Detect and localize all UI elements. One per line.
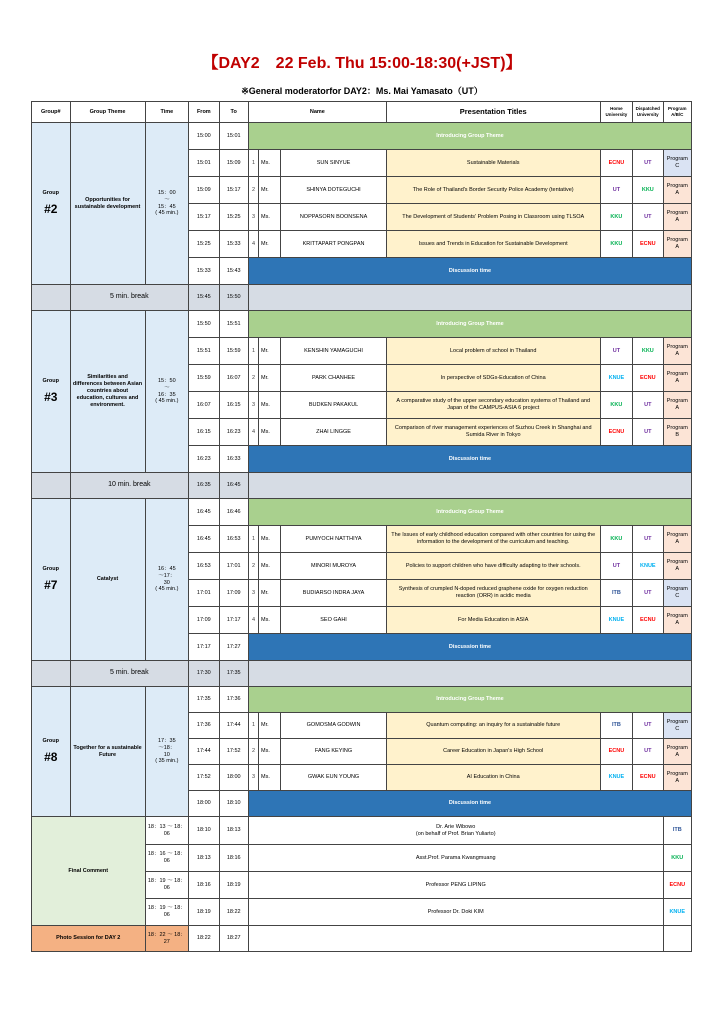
break-bar [248, 473, 691, 499]
from-time: 17:35 [189, 687, 219, 713]
final-comment-label: Final Comment [32, 817, 146, 926]
discussion-bar: Discussion time [248, 791, 691, 817]
group-time-span [145, 311, 189, 473]
from-time: 18:19 [189, 899, 219, 926]
presenter-name: KENSHIN YAMAGUCHI [281, 338, 386, 365]
intro-row [32, 311, 692, 338]
commenter-name: Asst.Prof. Parama Kwangmuang [415, 854, 496, 861]
presenter-honorific: Ms. [259, 739, 281, 765]
header-from: From [189, 102, 219, 123]
from-time: 18:00 [189, 791, 219, 817]
photo-session-blank-uni [663, 926, 691, 952]
final-time-span: 18：13 ～ 18：06 [145, 817, 189, 845]
final-time-span: 18：16 ～ 18：06 [145, 845, 189, 872]
dispatched-university: ECNU [633, 365, 663, 392]
home-university: KNUE [600, 765, 632, 791]
break-label: 5 min. break [70, 661, 189, 687]
break-group-cell [32, 473, 71, 499]
from-time: 15:59 [189, 365, 219, 392]
from-time: 17:30 [189, 661, 219, 687]
to-time: 15:43 [219, 258, 248, 285]
presenter-number: 3 [248, 204, 258, 231]
final-commenter [248, 845, 663, 872]
presenter-name: KRITTAPART PONGPAN [281, 231, 386, 258]
presenter-name: ZHAI LINGGE [281, 419, 386, 446]
group-time-span [145, 499, 189, 661]
presenter-name: NOPPASORN BOONSENA [281, 204, 386, 231]
to-time: 17:09 [219, 580, 248, 607]
group-number: #2 [44, 202, 58, 217]
dispatched-university: UT [633, 713, 663, 739]
group-number: #8 [44, 750, 58, 765]
program-badge: Program A [663, 177, 691, 204]
dispatched-university: UT [633, 419, 663, 446]
group-label: Group [42, 565, 59, 572]
to-time: 16:33 [219, 446, 248, 473]
group-theme: Catalyst [70, 499, 145, 661]
dispatched-university: UT [633, 150, 663, 177]
to-time: 18:19 [219, 872, 248, 899]
header-home: Home University [600, 102, 632, 123]
presenter-name: SEO GAHI [281, 607, 386, 634]
presenter-honorific: Ms. [259, 392, 281, 419]
break-bar [248, 661, 691, 687]
dispatched-university: UT [633, 526, 663, 553]
home-university: KKU [600, 204, 632, 231]
commenter-university: KNUE [663, 899, 691, 926]
header-dispatched: Dispatched University [633, 102, 663, 123]
dispatched-university: UT [633, 392, 663, 419]
from-time: 15:01 [189, 150, 219, 177]
break-group-cell [32, 285, 71, 311]
presenter-number: 3 [248, 765, 258, 791]
intro-bar: Introducing Group Theme [248, 687, 691, 713]
presenter-honorific: Ms. [259, 765, 281, 791]
presenter-name: BUDIARSO INDRA JAYA [281, 580, 386, 607]
from-time: 16:45 [189, 526, 219, 553]
intro-row [32, 687, 692, 713]
program-badge: Program A [663, 607, 691, 634]
photo-session-blank [248, 926, 663, 952]
to-time: 15:33 [219, 231, 248, 258]
program-badge: Program C [663, 580, 691, 607]
presenter-name: SHINYA DOTEGUCHI [281, 177, 386, 204]
page-title: 【DAY2 22 Feb. Thu 15:00-18:30(+JST)】 [202, 55, 522, 72]
presentation-title: Synthesis of crumpled N-doped reduced graphene oxide for oxygen reduction reaction (ORR) in acidic media [386, 580, 600, 607]
home-university: KKU [600, 231, 632, 258]
to-time: 17:35 [219, 661, 248, 687]
from-time: 16:35 [189, 473, 219, 499]
presentation-title: Sustainable Materials [386, 150, 600, 177]
photo-session-label: Photo Session for DAY 2 [32, 926, 146, 952]
to-time: 18:27 [219, 926, 248, 952]
to-time: 18:22 [219, 899, 248, 926]
break-row [32, 661, 692, 687]
group-time-span [145, 687, 189, 817]
time-span-line: ( 35 min.) [155, 758, 179, 765]
header-row [32, 102, 692, 123]
home-university: KKU [600, 392, 632, 419]
to-time: 15:01 [219, 123, 248, 150]
program-badge: Program A [663, 553, 691, 580]
to-time: 17:52 [219, 739, 248, 765]
presenter-number: 3 [248, 392, 258, 419]
presenter-honorific: Mr. [259, 177, 281, 204]
home-university: KNUE [600, 607, 632, 634]
presenter-number: 2 [248, 739, 258, 765]
to-time: 15:50 [219, 285, 248, 311]
presentation-title: AI Education in China [386, 765, 600, 791]
presenter-number: 2 [248, 177, 258, 204]
presenter-number: 3 [248, 580, 258, 607]
dispatched-university: ECNU [633, 765, 663, 791]
intro-bar: Introducing Group Theme [248, 123, 691, 150]
home-university: KNUE [600, 365, 632, 392]
from-time: 15:25 [189, 231, 219, 258]
presentation-title: In perspective of SDGs-Education of China [386, 365, 600, 392]
presenter-honorific: Ms. [259, 150, 281, 177]
home-university: ECNU [600, 739, 632, 765]
from-time: 17:36 [189, 713, 219, 739]
presenter-honorific: Mr. [259, 231, 281, 258]
from-time: 16:23 [189, 446, 219, 473]
commenter-university: ECNU [663, 872, 691, 899]
program-badge: Program A [663, 231, 691, 258]
discussion-bar: Discussion time [248, 446, 691, 473]
break-label: 10 min. break [70, 473, 189, 499]
group-number-cell [32, 311, 71, 473]
presentation-title: The Issues of early childhood education compared with other countries for using the information to the development of the curriculum and teaching. [386, 526, 600, 553]
time-span-line: 15：00 [157, 189, 176, 196]
commenter-name: Professor Dr. Doki KIM [427, 908, 484, 915]
time-span-line: ( 45 min.) [155, 586, 179, 593]
from-time: 15:50 [189, 311, 219, 338]
dispatched-university: UT [633, 204, 663, 231]
to-time: 15:59 [219, 338, 248, 365]
presenter-name: GWAK EUN YOUNG [281, 765, 386, 791]
time-span-line: ～18： [158, 744, 176, 751]
group-theme: Opportunities for sustainable development [70, 123, 145, 285]
presenter-number: 4 [248, 231, 258, 258]
discussion-bar: Discussion time [248, 634, 691, 661]
time-span-line: 17：35 [157, 737, 176, 744]
program-badge: Program B [663, 419, 691, 446]
to-time: 17:17 [219, 607, 248, 634]
to-time: 16:15 [219, 392, 248, 419]
commenter-note: (on behalf of Prof. Brian Yuliarto) [415, 830, 496, 837]
from-time: 16:15 [189, 419, 219, 446]
dispatched-university: ECNU [633, 231, 663, 258]
group-theme: Together for a sustainable Future [70, 687, 145, 817]
to-time: 15:09 [219, 150, 248, 177]
group-number-cell [32, 687, 71, 817]
from-time: 16:45 [189, 499, 219, 526]
photo-time-span: 18：22 ～ 18：27 [145, 926, 189, 952]
time-span-line: 16：45 [157, 565, 176, 572]
break-bar [248, 285, 691, 311]
moderator-note: ※General moderatorfor DAY2：Ms. Mai Yamasato（UT） [241, 86, 483, 96]
to-time: 15:17 [219, 177, 248, 204]
program-badge: Program A [663, 526, 691, 553]
group-label: Group [42, 189, 59, 196]
to-time: 17:44 [219, 713, 248, 739]
presenter-name: FANG KEYING [281, 739, 386, 765]
from-time: 18:22 [189, 926, 219, 952]
commenter-name: Dr. Arie Wibowo [436, 823, 476, 830]
header-name: Name [248, 102, 386, 123]
break-row [32, 473, 692, 499]
from-time: 16:07 [189, 392, 219, 419]
presenter-honorific: Mr. [259, 365, 281, 392]
from-time: 15:00 [189, 123, 219, 150]
to-time: 17:27 [219, 634, 248, 661]
intro-bar: Introducing Group Theme [248, 499, 691, 526]
header-program: Program A/B/C [663, 102, 691, 123]
presenter-name: PUMYOCH NATTHIYA [281, 526, 386, 553]
time-span-line: ～ [164, 384, 170, 391]
final-commenter [248, 899, 663, 926]
presentation-title: Comparison of river management experiences of Suzhou Creek in Shanghai and Sumida River in Tokyo [386, 419, 600, 446]
presenter-honorific: Mr. [259, 338, 281, 365]
program-badge: Program A [663, 765, 691, 791]
commenter-university: ITB [663, 817, 691, 845]
from-time: 15:33 [189, 258, 219, 285]
presenter-honorific: Mr. [259, 713, 281, 739]
group-time-span [145, 123, 189, 285]
intro-row [32, 499, 692, 526]
presenter-honorific: Mr. [259, 580, 281, 607]
program-badge: Program A [663, 204, 691, 231]
presenter-number: 1 [248, 150, 258, 177]
time-span-line: 30 [163, 579, 170, 586]
intro-bar: Introducing Group Theme [248, 311, 691, 338]
to-time: 18:00 [219, 765, 248, 791]
to-time: 16:53 [219, 526, 248, 553]
presenter-number: 2 [248, 365, 258, 392]
intro-row [32, 123, 692, 150]
home-university: ITB [600, 713, 632, 739]
presenter-name: PARK CHANHEE [281, 365, 386, 392]
presenter-name: SUN SINYUE [281, 150, 386, 177]
program-badge: Program A [663, 392, 691, 419]
to-time: 17:36 [219, 687, 248, 713]
presentation-title: The Development of Students' Problem Posing in Classroom using TLSOA [386, 204, 600, 231]
from-time: 18:13 [189, 845, 219, 872]
header-theme: Group Theme [70, 102, 145, 123]
presenter-name: BUDKEN PAKAKUL [281, 392, 386, 419]
final-commenter [248, 817, 663, 845]
from-time: 15:51 [189, 338, 219, 365]
dispatched-university: ECNU [633, 607, 663, 634]
presentation-title: Local problem of school in Thailand [386, 338, 600, 365]
to-time: 18:10 [219, 791, 248, 817]
to-time: 18:13 [219, 817, 248, 845]
to-time: 17:01 [219, 553, 248, 580]
group-label: Group [42, 377, 59, 384]
group-theme: Similarities and differences between Asian countries about education, cultures and environment. [70, 311, 145, 473]
time-span-line: 16：35 [157, 391, 176, 398]
presenter-honorific: Ms. [259, 553, 281, 580]
from-time: 17:44 [189, 739, 219, 765]
header-time: Time [145, 102, 189, 123]
from-time: 15:09 [189, 177, 219, 204]
from-time: 18:10 [189, 817, 219, 845]
presenter-number: 1 [248, 338, 258, 365]
home-university: KKU [600, 526, 632, 553]
presenter-number: 4 [248, 607, 258, 634]
final-time-span: 18：19 ～ 18：06 [145, 899, 189, 926]
to-time: 16:23 [219, 419, 248, 446]
dispatched-university: KKU [633, 338, 663, 365]
program-badge: Program C [663, 150, 691, 177]
dispatched-university: KNUE [633, 553, 663, 580]
time-span-line: 10 [163, 751, 170, 758]
presentation-title: Quantum computing: an inquiry for a sustainable future [386, 713, 600, 739]
presenter-name: GOMOSMA GODWIN [281, 713, 386, 739]
program-badge: Program A [663, 739, 691, 765]
presentation-title: A comparative study of the upper secondary education systems of Thailand and Japan of the CAMPUS-ASIA 6 project [386, 392, 600, 419]
program-badge: Program A [663, 338, 691, 365]
from-time: 16:53 [189, 553, 219, 580]
time-span-line: 15：50 [157, 377, 176, 384]
break-row [32, 285, 692, 311]
home-university: UT [600, 177, 632, 204]
time-span-line: ～ [164, 196, 170, 203]
time-span-line: ( 45 min.) [155, 210, 179, 217]
discussion-bar: Discussion time [248, 258, 691, 285]
commenter-name: Professor PENG LIPING [425, 881, 486, 888]
from-time: 15:17 [189, 204, 219, 231]
from-time: 17:01 [189, 580, 219, 607]
dispatched-university: KKU [633, 177, 663, 204]
presenter-number: 2 [248, 553, 258, 580]
presenter-number: 1 [248, 526, 258, 553]
final-time-span: 18：19 ～ 18：06 [145, 872, 189, 899]
time-span-line: ( 45 min.) [155, 398, 179, 405]
home-university: ITB [600, 580, 632, 607]
group-number-cell [32, 499, 71, 661]
final-commenter [248, 872, 663, 899]
header-titles: Presentation Titles [386, 102, 600, 123]
commenter-university: KKU [663, 845, 691, 872]
header-to: To [219, 102, 248, 123]
home-university: UT [600, 553, 632, 580]
from-time: 17:52 [189, 765, 219, 791]
program-badge: Program C [663, 713, 691, 739]
break-label: 5 min. break [70, 285, 189, 311]
to-time: 16:45 [219, 473, 248, 499]
schedule-table [31, 101, 692, 952]
presenter-name: MINORI MUROYA [281, 553, 386, 580]
program-badge: Program A [663, 365, 691, 392]
from-time: 15:45 [189, 285, 219, 311]
presenter-number: 1 [248, 713, 258, 739]
home-university: ECNU [600, 150, 632, 177]
time-span-line: 15：45 [157, 203, 176, 210]
to-time: 16:46 [219, 499, 248, 526]
presenter-number: 4 [248, 419, 258, 446]
presenter-honorific: Ms. [259, 526, 281, 553]
photo-session-row [32, 926, 692, 952]
group-number: #7 [44, 578, 58, 593]
presentation-title: For Media Education in ASIA [386, 607, 600, 634]
group-number: #3 [44, 390, 58, 405]
presentation-title: Issues and Trends in Education for Sustainable Development [386, 231, 600, 258]
to-time: 15:51 [219, 311, 248, 338]
home-university: ECNU [600, 419, 632, 446]
presenter-honorific: Ms. [259, 419, 281, 446]
to-time: 15:25 [219, 204, 248, 231]
presenter-honorific: Ms. [259, 607, 281, 634]
dispatched-university: UT [633, 580, 663, 607]
presenter-honorific: Ms. [259, 204, 281, 231]
break-group-cell [32, 661, 71, 687]
to-time: 16:07 [219, 365, 248, 392]
presentation-title: Career Education in Japan's High School [386, 739, 600, 765]
from-time: 17:17 [189, 634, 219, 661]
to-time: 18:16 [219, 845, 248, 872]
group-label: Group [42, 737, 59, 744]
presentation-title: Policies to support children who have difficulty adapting to their schools. [386, 553, 600, 580]
group-number-cell [32, 123, 71, 285]
home-university: UT [600, 338, 632, 365]
from-time: 17:09 [189, 607, 219, 634]
presentation-title: The Role of Thailand's Border Security Police Academy (tentative) [386, 177, 600, 204]
time-span-line: ～17： [158, 572, 176, 579]
final-comment-row [32, 817, 692, 845]
dispatched-university: UT [633, 739, 663, 765]
from-time: 18:16 [189, 872, 219, 899]
header-group: Group# [32, 102, 71, 123]
